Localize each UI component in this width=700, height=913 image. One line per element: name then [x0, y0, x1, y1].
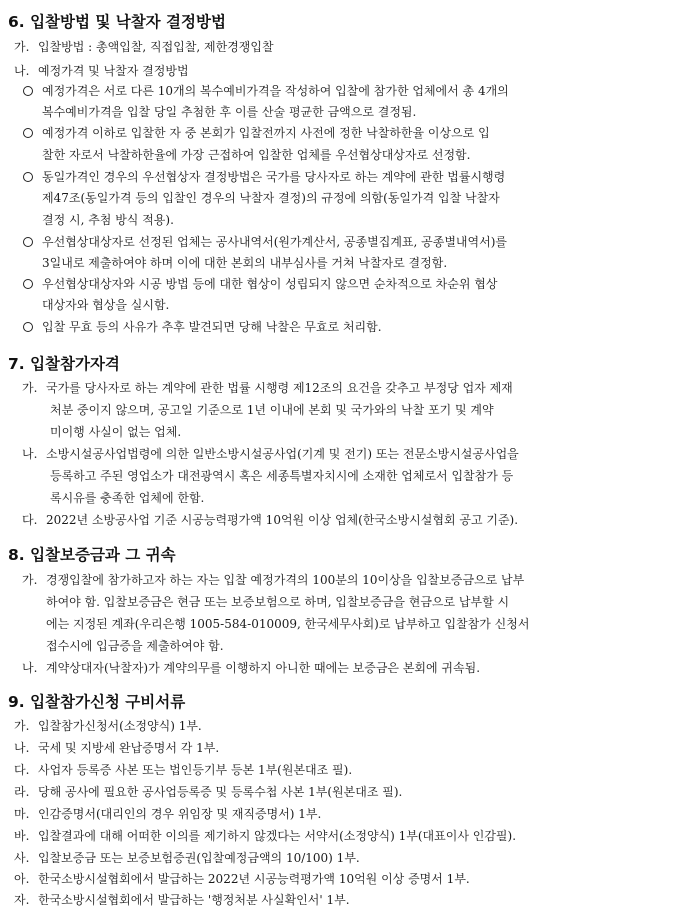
item-text: 하여야 함. 입찰보증금은 현금 또는 보증보험으로 하며, 입찰보증금을 현금으로 납부할 시 — [46, 595, 510, 609]
circle-bullet-icon — [23, 237, 33, 247]
item-text: 입찰방법 : 총액입찰, 직접입찰, 제한경쟁입찰 — [38, 40, 274, 54]
section-7-heading: 7. 입찰참가자격 — [8, 355, 120, 373]
item-marker: 가. — [14, 40, 30, 54]
item-text: 처분 중이지 않으며, 공고일 기준으로 1년 이내에 본회 및 국가와의 낙찰 포기 및 계약 — [50, 403, 494, 417]
item-text: 예정가격 및 낙찰자 결정방법 — [38, 64, 189, 78]
section-6-heading: 6. 입찰방법 및 낙찰자 결정방법 — [8, 13, 226, 31]
item-marker: 사. — [14, 851, 30, 865]
item-text: 사업자 등록증 사본 또는 법인등기부 등본 1부(원본대조 필). — [38, 763, 353, 777]
circle-bullet-icon — [23, 128, 33, 138]
item-text: 당해 공사에 필요한 공사업등록증 및 등록수첩 사본 1부(원본대조 필). — [38, 785, 403, 799]
item-text: 국세 및 지방세 완납증명서 각 1부. — [38, 741, 220, 755]
circle-bullet-icon — [23, 322, 33, 332]
bullet-text: 3일내로 제출하여야 하며 이에 대한 본회의 내부심사를 거쳐 낙찰자로 결정함. — [42, 256, 448, 270]
item-marker: 나. — [14, 741, 30, 755]
item-marker: 자. — [14, 893, 30, 907]
item-text: 인감증명서(대리인의 경우 위임장 및 재직증명서) 1부. — [38, 807, 322, 821]
item-text: 입찰결과에 대해 어떠한 이의를 제기하지 않겠다는 서약서(소정양식) 1부(대표이사 인감필). — [38, 829, 517, 843]
item-marker: 마. — [14, 807, 30, 821]
bullet-text: 동일가격인 경우의 우선협상자 결정방법은 국가를 당사자로 하는 계약에 관한 법률시행령 — [42, 170, 506, 184]
item-text: 국가를 당사자로 하는 계약에 관한 법률 시행령 제12조의 요건을 갖추고 부정당 업자 제재 — [46, 381, 513, 395]
item-marker: 아. — [14, 872, 30, 886]
bullet-text: 제47조(동일가격 등의 입찰인 경우의 낙찰자 결정)의 규정에 의함(동일가격 입찰 낙찰자 — [42, 191, 500, 205]
item-marker: 다. — [14, 763, 30, 777]
item-text: 등록하고 주된 영업소가 대전광역시 혹은 세종특별자치시에 소재한 업체로서 입찰참가 등 — [50, 469, 514, 483]
item-text: 한국소방시설협회에서 발급하는 2022년 시공능력평가액 10억원 이상 증명서 1부. — [38, 872, 470, 886]
item-text: 에는 지정된 계좌(우리은행 1005-584-010009, 한국세무사회)로 납부하고 입찰참가 신청서 — [46, 617, 530, 631]
item-text: 한국소방시설협회에서 발급하는 '행정처분 사실확인서' 1부. — [38, 893, 350, 907]
item-text: 계약상대자(낙찰자)가 계약의무를 이행하지 아니한 때에는 보증금은 본회에 귀속됨. — [46, 661, 481, 675]
bullet-text: 대상자와 협상을 실시함. — [42, 298, 170, 312]
section-8-heading: 8. 입찰보증금과 그 귀속 — [8, 546, 176, 564]
item-text: 접수시에 입금증을 제출하여야 함. — [46, 639, 224, 653]
bullet-text: 우선협상대상자로 선정된 업체는 공사내역서(원가계산서, 공종별집계표, 공종별내역서)를 — [42, 235, 507, 249]
bullet-text: 우선협상대상자와 시공 방법 등에 대한 협상이 성립되지 않으면 순차적으로 차순위 협상 — [42, 277, 498, 291]
item-marker: 나. — [22, 447, 38, 461]
item-text: 경쟁입찰에 참가하고자 하는 자는 입찰 예정가격의 100분의 10이상을 입찰보증금으로 납부 — [46, 573, 525, 587]
item-text: 입찰보증금 또는 보증보험증권(입찰예정금액의 10/100) 1부. — [38, 851, 360, 865]
circle-bullet-icon — [23, 86, 33, 96]
bullet-text: 예정가격 이하로 입찰한 자 중 본회가 입찰전까지 사전에 정한 낙찰하한율 이상으로 입 — [42, 126, 490, 140]
item-text: 입찰참가신청서(소정양식) 1부. — [38, 719, 202, 733]
bullet-text: 결정 시, 추첨 방식 적용). — [42, 213, 174, 227]
circle-bullet-icon — [23, 279, 33, 289]
bullet-text: 찰한 자로서 낙찰하한율에 가장 근접하여 입찰한 업체를 우선협상대상자로 선정함. — [42, 148, 471, 162]
bullet-text: 입찰 무효 등의 사유가 추후 발견되면 당해 낙찰은 무효로 처리함. — [42, 320, 382, 334]
item-text: 미이행 사실이 없는 업체. — [50, 425, 182, 439]
item-marker: 가. — [22, 573, 38, 587]
item-marker: 가. — [14, 719, 30, 733]
circle-bullet-icon — [23, 172, 33, 182]
bullet-text: 예정가격은 서로 다른 10개의 복수예비가격을 작성하여 입찰에 참가한 업체에서 총 4개의 — [42, 84, 509, 98]
item-marker: 바. — [14, 829, 30, 843]
item-marker: 나. — [14, 64, 30, 78]
item-marker: 나. — [22, 661, 38, 675]
item-text: 록시유를 충족한 업체에 한함. — [50, 491, 205, 505]
item-text: 소방시설공사업법령에 의한 일반소방시설공사업(기계 및 전기) 또는 전문소방시설공사업을 — [46, 447, 519, 461]
item-marker: 가. — [22, 381, 38, 395]
bullet-text: 복수예비가격을 입찰 당일 추첨한 후 이를 산술 평균한 금액으로 결정됨. — [42, 105, 417, 119]
item-marker: 다. — [22, 513, 38, 527]
section-9-heading: 9. 입찰참가신청 구비서류 — [8, 693, 186, 711]
item-marker: 라. — [14, 785, 30, 799]
item-text: 2022년 소방공사업 기준 시공능력평가액 10억원 이상 업체(한국소방시설협회 공고 기준). — [46, 513, 519, 527]
